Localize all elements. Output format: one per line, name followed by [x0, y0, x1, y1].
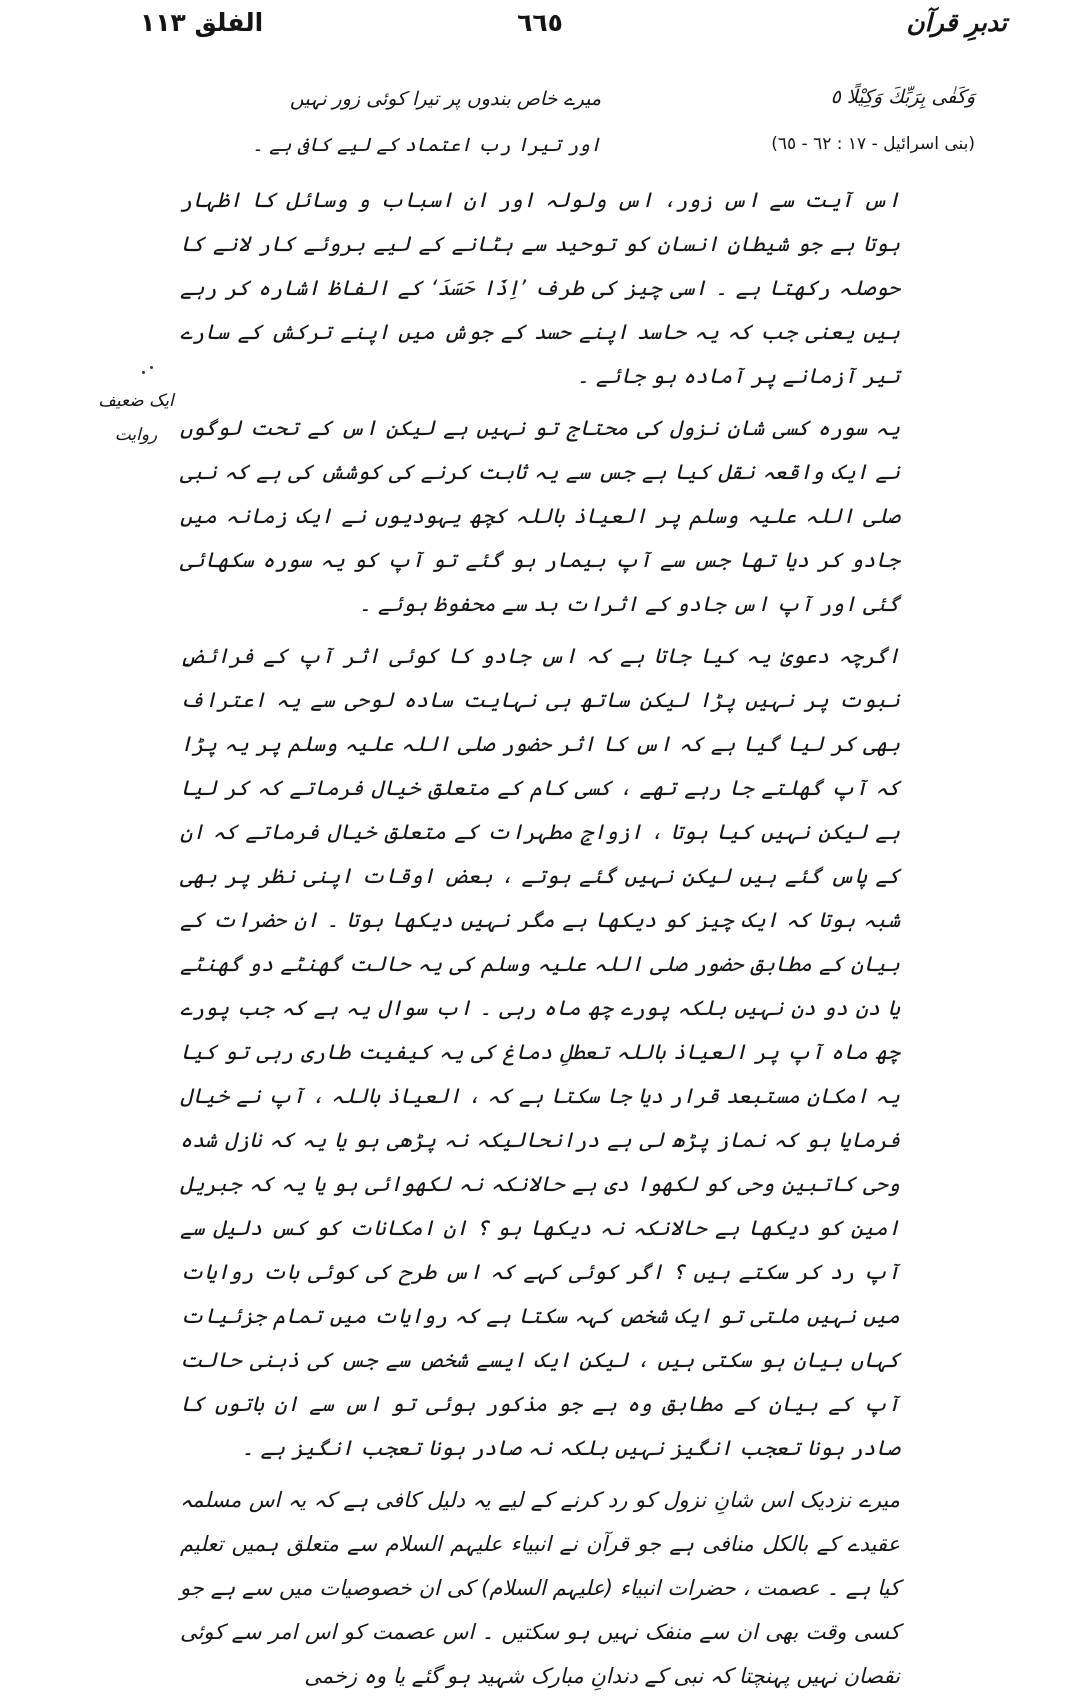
- paragraph: اگرچہ دعویٰ یہ کیا جاتا ہے کہ اس جادو کا کوئی اثر آپ کے فرائضِ نبوت پر نہیں پڑا لیکن ساتھ ہی نہایت سادہ لوحی سے یہ اعتراف بھی کر لیا گیا ہے کہ اس کا اثر حضور صلی اللہ علیہ وسلم پر یہ پڑا کہ آپ گھلتے جا رہے تھے ، کسی کام کے متعلق خیال فرماتے کہ کر لیا ہے لیکن نہیں کیا ہوتا ، ازواجِ مطہرات کے متعلق خیال فرماتے کہ ان کے پاس گئے ہیں لیکن نہیں گئے ہوتے ، بعض اوقات اپنی نظر پر بھی شبہ ہوتا کہ ایک چیز کو دیکھا ہے مگر نہیں دیکھا ہوتا ۔ ان حضرات کے بیان کے مطابق حضور صلی اللہ علیہ وسلم کی یہ حالت گھنٹے دو گھنٹے یا دن دو دن نہیں بلکہ پورے چھ ماہ رہی ۔ اب سوال یہ ہے کہ جب پورے چھ ماہ آپ پر العیاذ باللہ تعطلِ دماغ کی یہ کیفیت طاری رہی تو کیا یہ امکان مستبعد قرار دیا جا سکتا ہے کہ ، العیاذ باللہ ، آپ نے خیال فرمایا ہو کہ نماز پڑھ لی ہے درانحالیکہ نہ پڑھی ہو یا یہ کہ نازل شدہ وحی کاتبینِ وحی کو لکھوا دی ہے حالانکہ نہ لکھوائی ہو یا یہ کہ جبریل امین کو دیکھا ہے حالانکہ نہ دیکھا ہو ؟ ان امکانات کو کس دلیل سے آپ رد کر سکتے ہیں ؟ اگر کوئی کہے کہ اس طرح کی کوئی بات روایات میں نہیں ملتی تو ایک شخص کہہ سکتا ہے کہ روایات میں تمام جزئیات کہاں بیان ہو سکتی ہیں ، لیکن ایک ایسے شخص سے جس کی ذہنی حالت آپ کے بیان کے مطابق وہ ہے جو مذکور ہوئی تو اس سے ان باتوں کا صادر ہونا تعجب انگیز نہیں بلکہ نہ صادر ہونا تعجب انگیز ہے ۔: [180, 644, 900, 1460]
- paragraph: یہ سورہ کسی شانِ نزول کی محتاج تو نہیں ہے لیکن اس کے تحت لوگوں نے ایک واقعہ نقل کیا ہے جس سے یہ ثابت کرنے کی کوشش کی ہے کہ نبی صلی اللہ علیہ وسلم پر العیاذ باللہ کچھ یہودیوں نے ایک زمانہ میں جادو کر دیا تھا جس سے آپ بیمار ہو گئے تو آپ کو یہ سورہ سکھائی گئی اور آپ اس جادو کے اثرات بد سے محفوظ ہوئے ۔: [180, 416, 900, 616]
- paragraph: اس آیت سے اس زور، اس ولولہ اور ان اسباب و وسائل کا اظہار ہوتا ہے جو شیطانِ انسان کو توحید سے ہٹانے کے لیے بروئے کار لانے کا حوصلہ رکھتا ہے ۔ اسی چیز کی طرف ’اِذَا حَسَدَ‘ کے الفاظ اشارہ کر رہے ہیں یعنی جب کہ یہ حاسد اپنے حسد کے جوش میں اپنے ترکش کے سارے تیر آزمانے پر آمادہ ہو جائے ۔: [180, 188, 900, 388]
- verse-arabic: وَكَفٰى بِرَبِّكَ وَكِيْلًا ٥: [830, 86, 975, 108]
- margin-note: [95, 384, 177, 452]
- margin-note-line-2: روایت: [114, 425, 158, 445]
- verse-reference: (بنی اسرائیل - ١٧ : ٦٢ - ٦٥): [771, 134, 975, 154]
- ink-speck: [142, 371, 145, 374]
- page-number: ٦٦٥: [517, 8, 563, 37]
- ink-speck: [150, 366, 153, 369]
- verse-translation-line-1: میرے خاص بندوں پر تیرا کوئی زور نہیں: [289, 88, 601, 110]
- commentary-body: [180, 178, 900, 1698]
- surah-label: الفلق ١١٣: [140, 8, 264, 37]
- verse-translation-line-2: اور تیرا رب اعتماد کے لیے کافی ہے ۔: [252, 134, 601, 156]
- book-title: تدبرِ قرآن: [906, 8, 1007, 37]
- paragraph: میرے نزدیک اس شانِ نزول کو رد کرنے کے لیے یہ دلیل کافی ہے کہ یہ اس مسلمہ عقیدے کے بالکل منافی ہے جو قرآن نے انبیاء علیہم السلام سے متعلق ہمیں تعلیم کیا ہے ۔ عصمت ، حضرات انبیاء (علیہم السلام) کی ان خصوصیات میں سے ہے جو کسی وقت بھی ان سے منفک نہیں ہو سکتیں ۔ اس عصمت کو اس امر سے کوئی نقصان نہیں پہنچتا کہ نبی کے دندانِ مبارک شہید ہو گئے یا وہ زخمی: [180, 1488, 900, 1688]
- margin-note-line-1: ایک ضعیف: [98, 391, 174, 411]
